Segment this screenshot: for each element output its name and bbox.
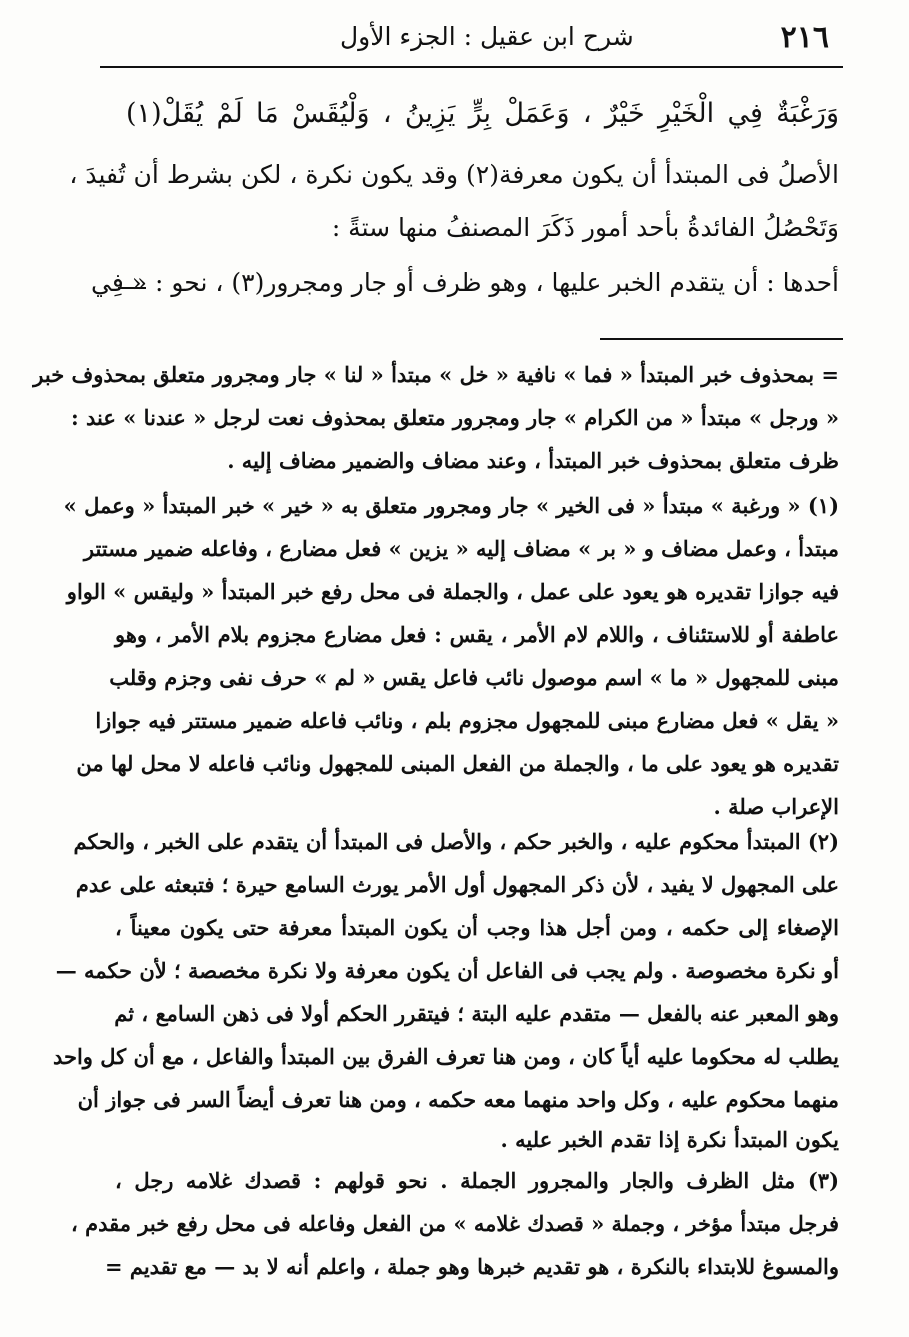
footnote-line: مبنى للمجهول « ما » اسم موصول نائب فاعل يقس « لم » حرف نفى وجزم وقلب <box>109 665 839 690</box>
body-line: أحدها : أن يتقدم الخبر عليها ، وهو ظرف أو جار ومجرور(٣) ، نحو : « فِي <box>91 268 839 297</box>
footnote-line: (٢) المبتدأ محكوم عليه ، والخبر حكم ، والأصل فى المبتدأ أن يتقدم على الخبر ، والحكم <box>73 829 839 854</box>
running-title: شرح ابن عقيل : الجزء الأول <box>340 22 634 51</box>
footnote-line: تقديره هو يعود على ما ، والجملة من الفعل المبنى للمجهول ونائب فاعله لا محل لها من <box>76 751 839 776</box>
body-line: وَتَحْصُلُ الفائدةُ بأحد أمور ذَكَرَ المصنفُ منها ستةً : <box>331 213 839 242</box>
footnote-line: وهو المعبر عنه بالفعل — متقدم عليه البتة ؛ فيتقرر الحكم أولا فى ذهن السامع ، ثم <box>114 1001 839 1026</box>
footnote-line: الإعراب صلة . <box>713 794 839 819</box>
footnote-line: ظرف متعلق بمحذوف خبر المبتدأ ، وعند مضاف والضمير مضاف إليه . <box>227 448 839 473</box>
footnote-line: فرجل مبتدأ مؤخر ، وجملة « قصدك غلامه » من الفعل وفاعله فى محل رفع خبر مقدم ، <box>71 1211 839 1236</box>
footnote-line: = بمحذوف خبر المبتدأ « فما » نافية « خل » مبتدأ « لنا » جار ومجرور متعلق بمحذوف خبر <box>33 362 839 387</box>
footnote-rule <box>600 338 843 340</box>
page-header <box>100 14 843 60</box>
footnote-line: مبتدأ ، وعمل مضاف و « بر » مضاف إليه « يزين » فعل مضارع ، وفاعله ضمير مستتر <box>83 536 839 561</box>
continuation-dash <box>118 287 146 289</box>
page-number: ٢١٦ <box>780 20 829 55</box>
footnote-line: (١) « ورغبة » مبتدأ « فى الخير » جار ومجرور متعلق به « خير » خبر المبتدأ « وعمل » <box>63 493 839 518</box>
footnote-line: والمسوغ للابتداء بالنكرة ، هو تقديم خبرها وهو جملة ، واعلم أنه لا بد — مع تقديم = <box>104 1254 839 1279</box>
footnote-line: عاطفة أو للاستئناف ، واللام لام الأمر ، يقس : فعل مضارع مجزوم بلام الأمر ، وهو <box>115 622 839 647</box>
footnote-line: منهما محكوم عليه ، وكل واحد منهما معه حكمه ، ومن هنا تعرف أيضاً السر فى جواز أن <box>77 1087 839 1112</box>
footnote-line: على المجهول لا يفيد ، لأن ذكر المجهول أول الأمر يورث السامع حيرة ؛ فتبعثه على عدم <box>75 872 839 897</box>
header-rule <box>100 66 843 68</box>
footnote-line: يكون المبتدأ نكرة إذا تقدم الخبر عليه . <box>500 1127 839 1152</box>
footnote-line: « ورجل » مبتدأ « من الكرام » جار ومجرور متعلق بمحذوف نعت لرجل « عندنا » عند : <box>70 405 839 430</box>
body-line: الأصلُ فى المبتدأ أن يكون معرفة(٢) وقد يكون نكرة ، لكن بشرط أن تُفيدَ ، <box>69 160 839 189</box>
footnote-line: (٣) مثل الظرف والجار والمجرور الجملة . نحو قولهم : قصدك غلامه رجل ، <box>115 1168 839 1193</box>
footnote-line: الإصغاء إلى حكمه ، ومن أجل هذا وجب أن يكون المبتدأ معرفة حتى يكون معيناً ، <box>115 915 839 940</box>
footnote-line: فيه جوازا تقديره هو يعود على عمل ، والجملة فى محل رفع خبر المبتدأ « وليقس » الواو <box>66 579 839 604</box>
footnote-line: « يقل » فعل مضارع مبنى للمجهول مجزوم بلم ، ونائب فاعله ضمير مستتر فيه جوازا <box>95 708 839 733</box>
footnote-line: أو نكرة مخصوصة . ولم يجب فى الفاعل أن يكون معرفة ولا نكرة مخصصة ؛ لأن حكمه — <box>55 958 839 983</box>
footnote-line: يطلب له محكوما عليه أياً كان ، ومن هنا تعرف الفرق بين المبتدأ والفاعل ، مع أن كل واحد <box>52 1044 839 1069</box>
verse-line: وَرَغْبَةٌ فِي الْخَيْرِ خَيْرٌ ، وَعَمَلْ بِرٍّ يَزِينُ ، وَلْيُقَسْ مَا لَمْ يُقَلْ(١) <box>126 98 839 129</box>
